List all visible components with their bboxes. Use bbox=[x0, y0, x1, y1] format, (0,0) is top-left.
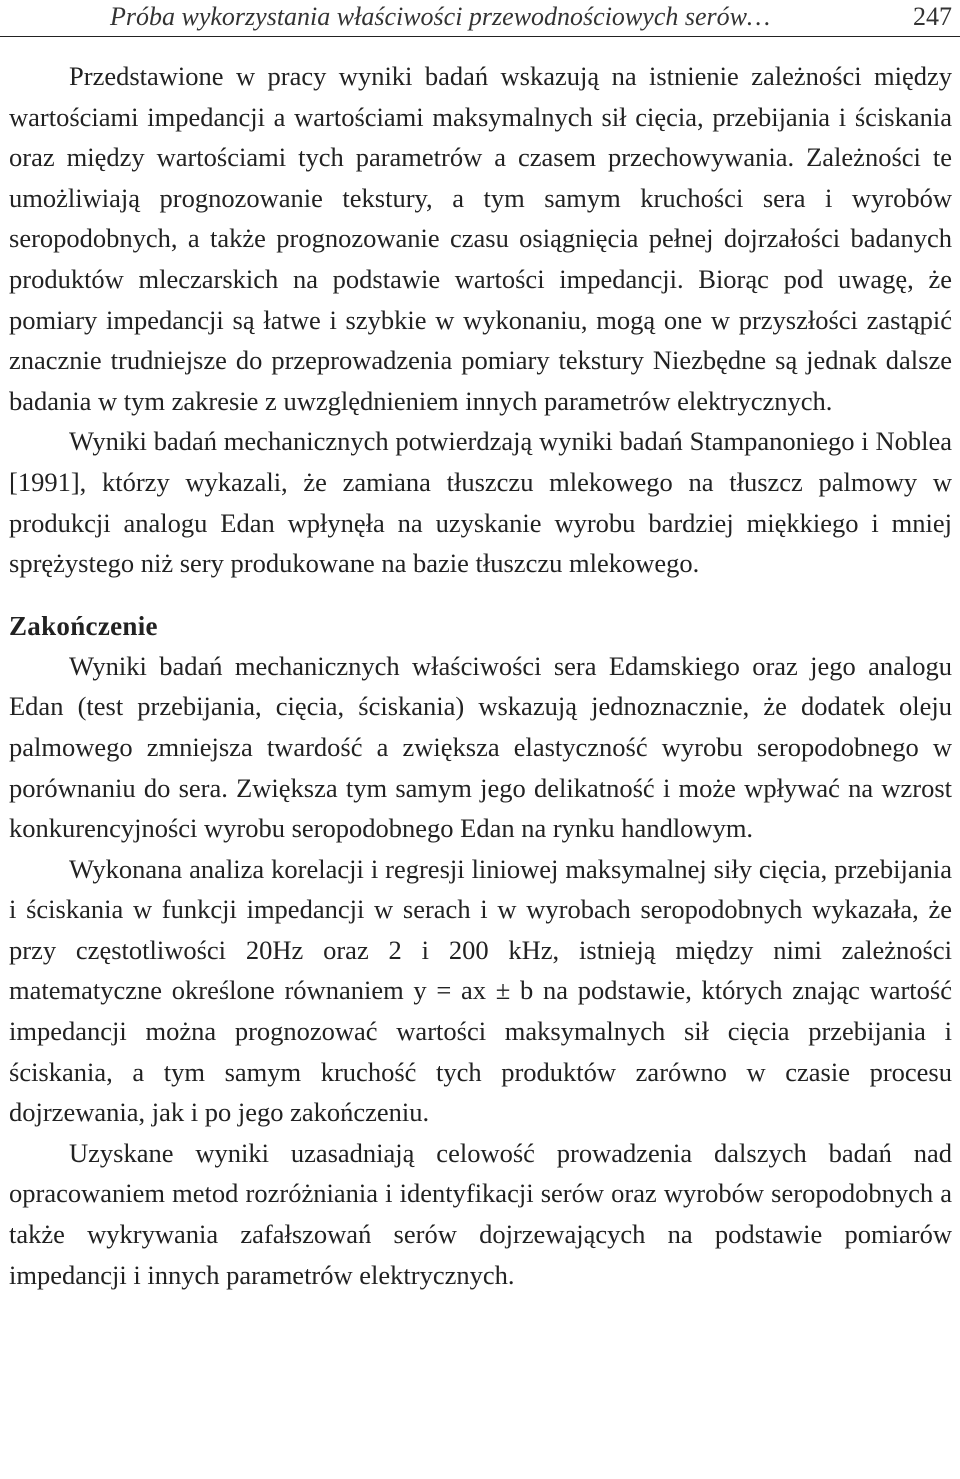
paragraph: Wyniki badań mechanicznych właściwości sera Edamskiego oraz jego analogu Edan (test przebijania, cięcia, ściskania) wskazują jednoznacznie, że dodatek oleju palmowego zmniejsza twardość a zwiększa elastyczność wyrobu seropodobnego w porównaniu do sera. Zwiększa tym samym jego delikatność i może wpływać na wzrost konkurencyjności wyrobu seropodobnego Edan na rynku handlowym. bbox=[9, 650, 952, 844]
body-text bbox=[9, 56, 952, 1295]
paragraph: Wyniki badań mechanicznych potwierdzają wyniki badań Stampanoniego i Noblea [1991], którzy wykazali, że zamiana tłuszczu mlekowego na tłuszcz palmowy w produkcji analogu Edan wpłynęła na uzyskanie wyrobu bardziej miękkiego i mniej sprężystego niż sery produkowane na bazie tłuszczu mlekowego. bbox=[9, 426, 952, 579]
running-header bbox=[0, 0, 960, 37]
page-number: 247 bbox=[913, 2, 952, 31]
paragraph: Wykonana analiza korelacji i regresji liniowej maksymalnej siły cięcia, przebijania i ściskania w funkcji impedancji w serach i w wyrobach seropodobnych wykazała, że przy częstotliwości 20Hz oraz 2 i 200 kHz, istnieją między nimi zależności matematyczne określone równaniem y = ax ± b na podstawie, których znając wartość impedancji można prognozować wartości maksymalnych sił cięcia przebijania i ściskania, a tym samym kruchość tych produktów zarówno w czasie procesu dojrzewania, jak i po jego zakończeniu. bbox=[9, 853, 952, 1128]
running-title: Próba wykorzystania właściwości przewodnościowych serów… bbox=[110, 2, 771, 31]
paragraph: Przedstawione w pracy wyniki badań wskazują na istnienie zależności między wartościami impedancji a wartościami maksymalnych sił cięcia, przebijania i ściskania oraz między wartościami tych parametrów a czasem przechowywania. Zależności te umożliwiają prognozowanie tekstury, a tym samym kruchości sera i wyrobów seropodobnych, a także prognozowanie czasu osiągnięcia pełnej dojrzałości badanych produktów mleczarskich na podstawie wartości impedancji. Biorąc pod uwagę, że pomiary impedancji są łatwe i szybkie w wykonaniu, mogą one w przyszłości zastąpić znacznie trudniejsze do przeprowadzenia pomiary tekstury Niezbędne są jednak dalsze badania w tym zakresie z uwzględnieniem innych parametrów elektrycznych. bbox=[9, 61, 952, 416]
paragraph: Uzyskane wyniki uzasadniają celowość prowadzenia dalszych badań nad opracowaniem metod rozróżniania i identyfikacji serów oraz wyrobów seropodobnych a także wykrywania zafałszowań serów dojrzewających na podstawie pomiarów impedancji i innych parametrów elektrycznych. bbox=[9, 1137, 952, 1290]
section-heading: Zakończenie bbox=[9, 610, 158, 641]
